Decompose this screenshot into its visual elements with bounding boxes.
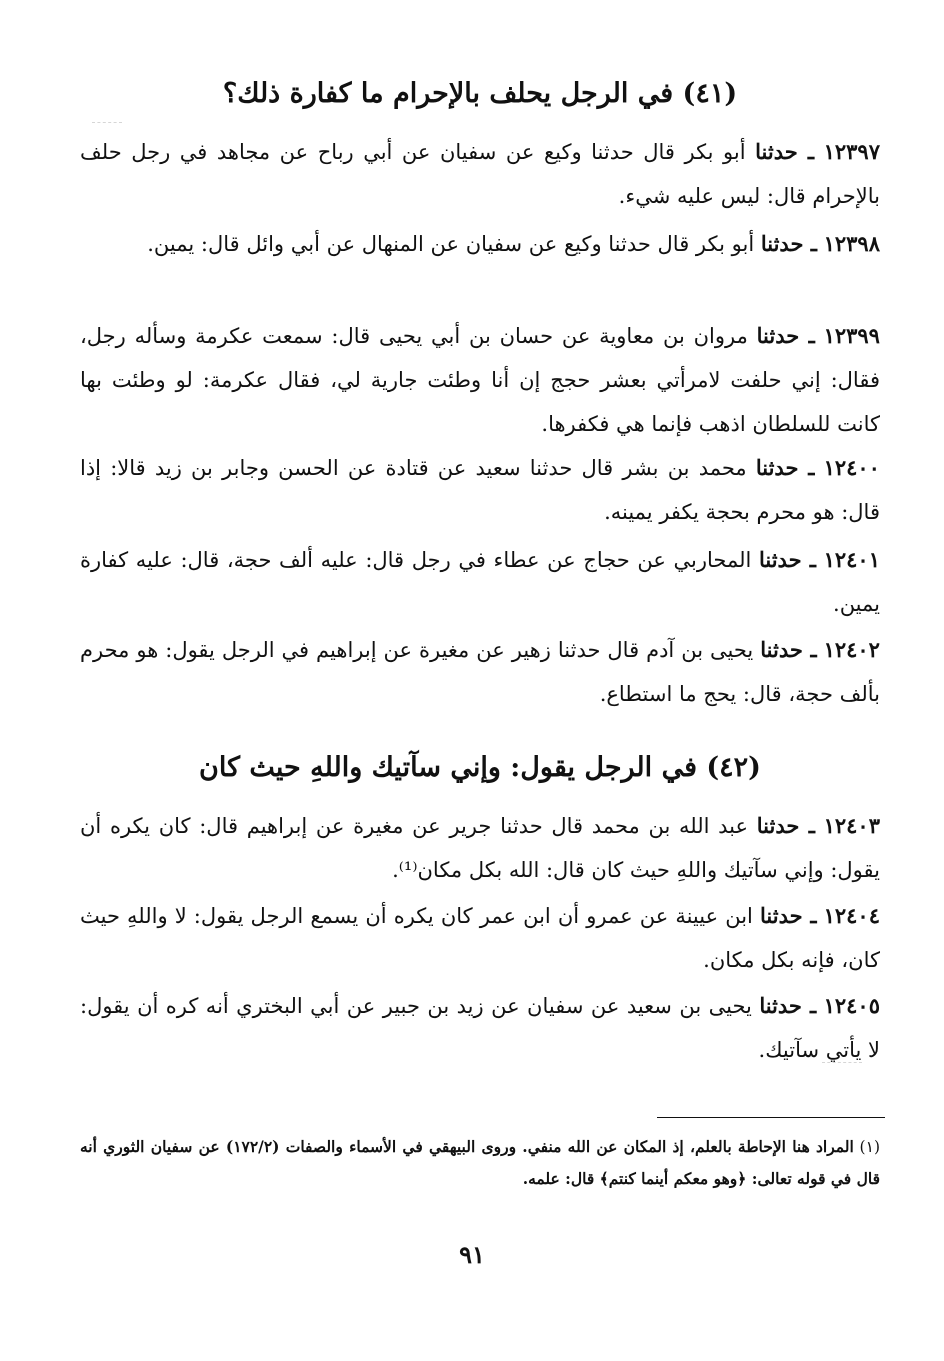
page-number: ٩١ bbox=[459, 1240, 485, 1269]
entry-number: ١٢٤٠٣ bbox=[823, 813, 880, 838]
hadith-entry-12401 bbox=[80, 538, 880, 626]
entry-text: أبو بكر قال حدثنا وكيع عن سفيان عن المنهال عن أبي وائل قال: يمين. bbox=[147, 232, 755, 256]
entry-intro: ـ حدثنا bbox=[758, 547, 816, 572]
entry-text: ابن عيينة عن عمرو أن ابن عمر كان يكره أن يسمع الرجل يقول: لا واللهِ حيث كان، فإنه بكل مكان. bbox=[80, 904, 880, 972]
hadith-entry-12397 bbox=[80, 130, 880, 218]
footnote bbox=[80, 1131, 880, 1195]
entry-intro: ـ حدثنا bbox=[756, 323, 815, 348]
entry-text: يحيى بن سعيد عن سفيان عن زيد بن جبير عن أبي البختري أنه كره أن يقول: لا يأتي سآتيك. bbox=[80, 994, 880, 1062]
entry-intro: ـ حدثنا bbox=[755, 139, 815, 164]
entry-number: ١٢٤٠٥ bbox=[823, 993, 880, 1018]
hadith-entry-12400 bbox=[80, 446, 880, 534]
entry-number: ١٢٤٠١ bbox=[823, 547, 880, 572]
entry-number: ١٢٣٩٩ bbox=[823, 323, 880, 348]
section-heading-42: (٤٢) في الرجل يقول: وإني سآتيك واللهِ حيث كان bbox=[199, 752, 761, 783]
entry-number: ١٢٤٠٢ bbox=[823, 637, 880, 662]
entry-intro: ـ حدثنا bbox=[760, 231, 817, 256]
entry-intro: ـ حدثنا bbox=[760, 637, 817, 662]
entry-text: مروان بن معاوية عن حسان بن أبي يحيى قال: سمعت عكرمة وسأله رجل، فقال: إني حلفت لامرأتي بعشر حجج إن أنا وطئت جارية لي، فقال عكرمة: لو وطئت بها كانت للسلطان اذهب فإنما هي فكفرها. bbox=[80, 324, 880, 436]
entry-number: ١٢٣٩٨ bbox=[823, 231, 880, 256]
entry-intro: ـ حدثنا bbox=[760, 903, 817, 928]
footnote-rule bbox=[657, 1117, 885, 1118]
footnote-marker: (١) bbox=[859, 1138, 880, 1156]
entry-intro: ـ حدثنا bbox=[759, 993, 817, 1018]
hadith-entry-12399 bbox=[80, 314, 880, 446]
entry-text: محمد بن بشر قال حدثنا سعيد عن قتادة عن الحسن وجابر بن زيد قالا: إذا قال: هو محرم بحجة يكفر يمينه. bbox=[80, 456, 880, 524]
hadith-entry-12398 bbox=[80, 222, 880, 266]
entry-intro: ـ حدثنا bbox=[755, 455, 815, 480]
entry-text: أبو بكر قال حدثنا وكيع عن سفيان عن أبي رباح عن مجاهد في رجل حلف بالإحرام قال: ليس عليه شيء. bbox=[80, 140, 880, 208]
entry-text: المحاربي عن حجاج عن عطاء في رجل قال: عليه ألف حجة، قال: عليه كفارة يمين. bbox=[80, 548, 880, 616]
entry-number: ١٢٣٩٧ bbox=[823, 139, 880, 164]
hadith-entry-12403 bbox=[80, 804, 880, 892]
scan-mark bbox=[92, 122, 122, 123]
hadith-entry-12402 bbox=[80, 628, 880, 716]
entry-text: عبد الله بن محمد قال حدثنا جرير عن مغيرة عن إبراهيم قال: كان يكره أن يقول: وإني سآتيك واللهِ حيث كان قال: الله بكل مكان⁽¹⁾. bbox=[80, 814, 880, 882]
footnote-text: المراد هنا الإحاطة بالعلم، إذ المكان عن الله منفي. وروى البيهقي في الأسماء والصفات (١٧٢/٢) عن سفيان الثوري أنه قال في قوله تعالى: ﴿وهو معكم أينما كنتم﴾ قال: علمه. bbox=[80, 1137, 880, 1188]
hadith-entry-12404 bbox=[80, 894, 880, 982]
entry-number: ١٢٤٠٤ bbox=[823, 903, 880, 928]
entry-intro: ـ حدثنا bbox=[756, 813, 815, 838]
section-heading-41: (٤١) في الرجل يحلف بالإحرام ما كفارة ذلك؟ bbox=[222, 78, 738, 109]
entry-text: يحيى بن آدم قال حدثنا زهير عن مغيرة عن إبراهيم في الرجل يقول: هو محرم بألف حجة، قال: يحج ما استطاع. bbox=[80, 638, 880, 706]
entry-number: ١٢٤٠٠ bbox=[823, 455, 880, 480]
hadith-entry-12405 bbox=[80, 984, 880, 1072]
